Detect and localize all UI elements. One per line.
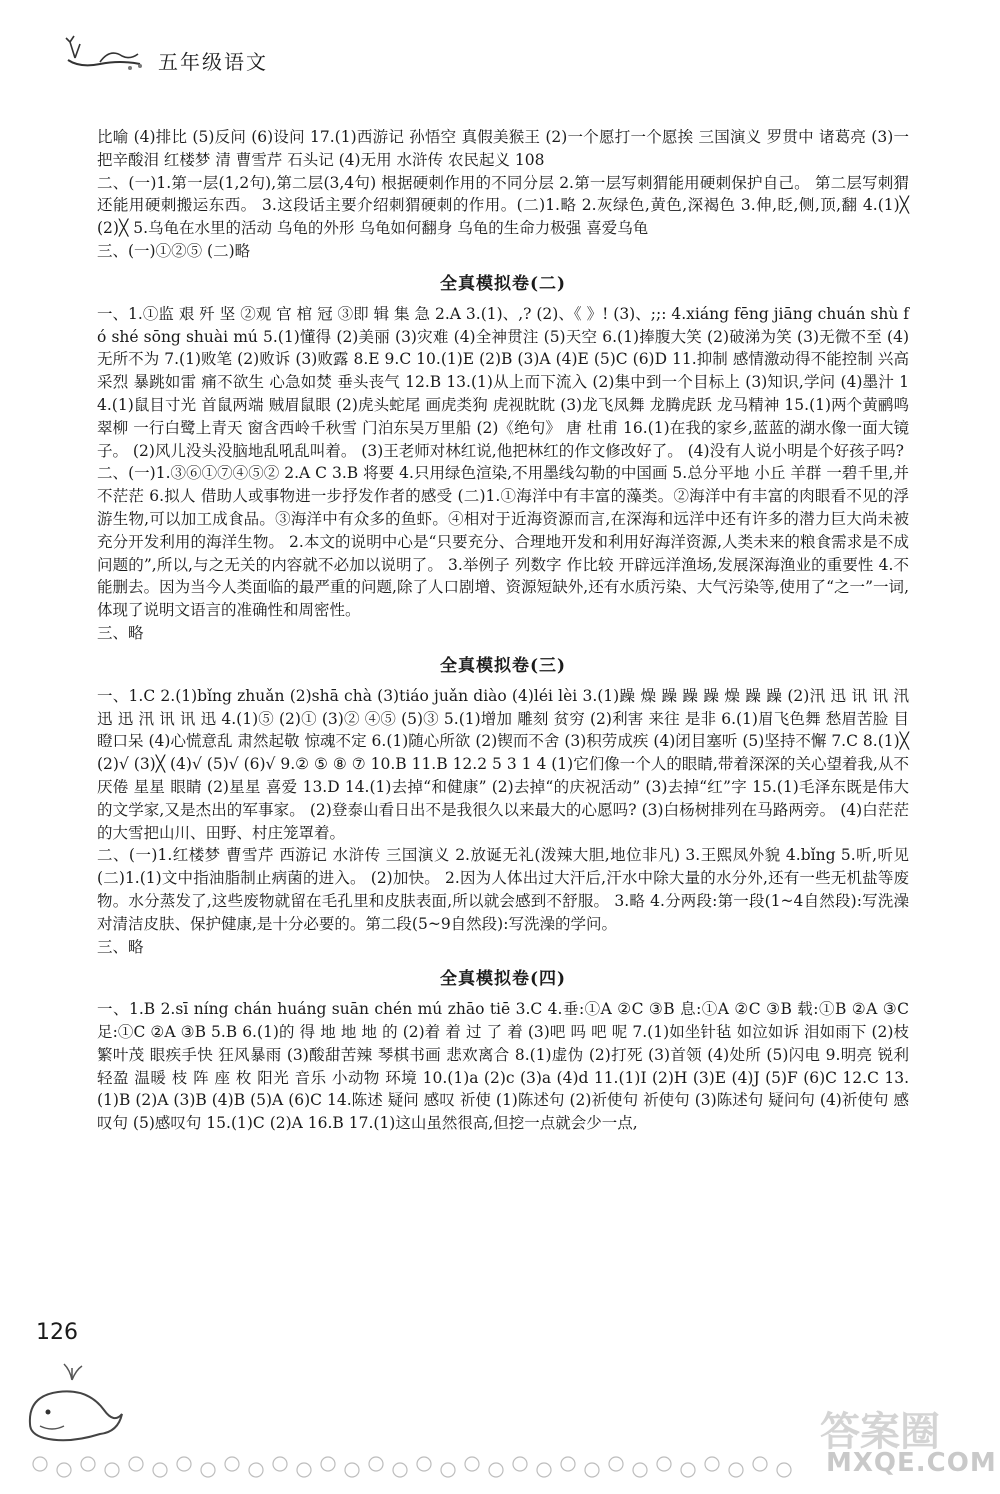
answer-paragraph: 三、略 xyxy=(97,937,144,956)
footer-dot xyxy=(537,1463,551,1477)
section-title: 全真模拟卷(三) xyxy=(439,655,567,676)
footer-dot xyxy=(273,1457,287,1471)
answer-paragraph: 一、1.B 2.sī níng chán huáng suān chén mú zhāo tiē 3.C 4.垂:①A ②C ③B 息:①A ②C ③B 载:①B ②A ③C 足:①C ②A ③B 5.B 6.(1)的 得 地 地 地 的 (2)着 着 过 了 着 (3)吧 吗 吧 呢 7.(1)如坐针毡 如泣如诉 泪如雨下 (2)枝繁叶茂 眼疾手快 狂风暴雨 (3)酸甜苦辣 琴棋书画 悲欢离合 8.(1)虚伪 (2)打死 (3)首领 (4)处所 (5)闪电 9.明亮 锐利 轻盈 温暖 枝 阵 座 枚 阳光 音乐 小动物 环境 10.(1)a (2)c (3)a (4)d 11.(1)I (2)H (3)E (4)J (5)F (6)C 12.C 13.(1)B (2)A (3)B (4)B (5)A (6)C 14.陈述 疑问 感叹 祈使 (1)陈述句 (2)祈使句 祈使句 (3)陈述句 疑问句 (4)祈使句 感叹句 (5)感叹句 15.(1)C (2)A 16.B 17.(1)这山虽然很高,但挖一点就会少一点, xyxy=(97,1000,909,1133)
answer-paragraph: 三、(一)①②⑤ (二)略 xyxy=(97,241,251,260)
reindeer-sleigh-decoration xyxy=(60,30,160,80)
footer-dot xyxy=(513,1457,527,1471)
footer-dot xyxy=(81,1457,95,1471)
footer-dot xyxy=(177,1457,191,1471)
page-number: 126 xyxy=(36,1320,78,1345)
footer-dot xyxy=(609,1457,623,1471)
answer-paragraph: 二、(一)1.红楼梦 曹雪芹 西游记 水浒传 三国演义 2.放诞无礼(泼辣大胆,地位非凡) 3.王熙凤外貌 4.bǐng 5.听,听见 (二)1.(1)文中指油脂制止病菌的进入。 (2)加快。 2.因为人体出过大汗后,汗水中除大量的水分外,还有一些无机盐等废物。水分蒸发了,这些废物就留在毛孔里和皮肤表面,所以就会感到不舒服。 3.略 4.分两段:第一段(1~4自然段):写洗澡对清洁皮肤、保护健康,是十分必要的。第二段(5~9自然段):写洗澡的学问。 xyxy=(97,846,909,933)
answer-paragraph: 比喻 (4)排比 (5)反问 (6)设问 17.(1)西游记 孙悟空 真假美猴王 (2)一个愿打一个愿挨 三国演义 罗贯中 诸葛亮 (3)一把辛酸泪 红楼梦 清 曹雪芹 石头记 (4)无用 水浒传 农民起义 108 xyxy=(97,128,909,169)
book-title: 五年级语文 xyxy=(158,50,268,74)
answer-paragraph: 一、1.①监 艰 歼 坚 ②观 官 棺 冠 ③即 辑 集 急 2.A 3.(1)、,? (2)、《 》! (3)、;;: 4.xiáng fēng jiāng chuán shù fó shé sōng shuài mú 5.(1)懂得 (2)美丽 (3)灾难 (4)全神贯注 (5)天空 6.(1)捧腹大笑 (2)破涕为笑 (3)无微不至 (4)无所不为 7.(1)败笔 (2)败诉 (3)败露 8.E 9.C 10.(1)E (2)B (3)A (4)E (5)C (6)D 11.抑制 感情激动得不能控制 兴高采烈 暴跳如雷 痛不欲生 心急如焚 垂头丧气 12.B 13.(1)从上而下流入 (2)集中到一个目标上 (3)知识,学问 (4)墨汁 14.(1)鼠目寸光 首鼠两端 贼眉鼠眼 (2)虎头蛇尾 画虎类狗 虎视眈眈 (3)龙飞凤舞 龙腾虎跃 龙马精神 15.(1)两个黄鹂鸣翠柳 一行白鹭上青天 窗含西岭千秋雪 门泊东吴万里船 (2)《绝句》 唐 杜甫 16.(1)在我的家乡,蓝蓝的湖水像一面大镜子。 (2)风儿没头没脑地乱吼乱叫着。 (3)王老师对林红说,他把林红的作文修改好了。 (4)没有人说小明是个好孩子吗? xyxy=(97,304,909,460)
watermark-main-text: 答案圈 xyxy=(820,1409,940,1455)
whale-illustration xyxy=(18,1340,128,1450)
watermark-logo xyxy=(808,1400,998,1490)
footer-dot xyxy=(561,1457,575,1471)
footer-dot xyxy=(705,1457,719,1471)
answer-paragraph: 一、1.C 2.(1)bǐng zhuǎn (2)shā chà (3)tiáo juǎn diào (4)léi lèi 3.(1)躁 燥 躁 躁 躁 燥 躁 躁 (2)汛 迅 讯 讯 汛 迅 迅 汛 讯 讯 迅 4.(1)⑤ (2)① (3)② ④⑤ (5)③ 5.(1)增加 雕刻 贫穷 (2)利害 来往 是非 6.(1)眉飞色舞 愁眉苦脸 目瞪口呆 (4)心慌意乱 肃然起敬 惊魂不定 6.(1)随心所欲 (2)锲而不舍 (3)积劳成疾 (4)闭目塞听 (5)坚持不懈 7.C 8.(1)╳ (2)√ (3)╳ (4)√ (5)√ (6)√ 9.② ⑤ ⑧ ⑦ 10.B 11.B 12.2 5 3 1 4 (1)它们像一个人的眼睛,带着深深的关心望着我,从不厌倦 星星 眼睛 (2)星星 喜爱 13.D 14.(1)去掉“和健康” (2)去掉“的庆祝活动” (3)去掉“红”字 15.(1)毛泽东既是伟大的文学家,又是杰出的军事家。 (2)登泰山看日出不是我很久以来最大的心愿吗? (3)白杨树排列在马路两旁。 (4)白茫茫的大雪把山川、田野、村庄笼罩着。 xyxy=(97,686,909,842)
footer-dot xyxy=(729,1463,743,1477)
footer-dot xyxy=(105,1463,119,1477)
footer-dot xyxy=(345,1463,359,1477)
footer-dot xyxy=(681,1463,695,1477)
footer-dot xyxy=(57,1463,71,1477)
footer-dot xyxy=(297,1463,311,1477)
footer-dot xyxy=(753,1457,767,1471)
footer-dot xyxy=(777,1463,791,1477)
footer-dot xyxy=(417,1457,431,1471)
footer-dot xyxy=(633,1463,647,1477)
answer-paragraph: 二、(一)1.③⑥①⑦④⑤② 2.A C 3.B 将要 4.只用绿色渲染,不用墨线勾勒的中国画 5.总分平地 小丘 羊群 一碧千里,并不茫茫 6.拟人 借助人或事物进一步抒发作者的感受 (二)1.①海洋中有丰富的藻类。②海洋中有丰富的肉眼看不见的浮游生物,可以加工成食品。③海洋中有众多的鱼虾。④相对于近海资源而言,在深海和远洋中还有许多的潜力巨大尚未被充分开发利用的海洋生物。 2.本文的说明中心是“只要充分、合理地开发和利用好海洋资源,人类未来的粮食需求是不成问题的”,所以,与之无关的内容就不必加以说明了。 3.举例子 列数字 作比较 开辟远洋渔场,发展深海渔业的重要性 4.不能删去。因为当今人类面临的最严重的问题,除了人口剧增、资源短缺外,还有水质污染、大气污染等,使用了“之一”一词,体现了说明文语言的准确性和周密性。 xyxy=(97,464,909,620)
footer-dot xyxy=(153,1463,167,1477)
watermark-url-text: MXQE.COM xyxy=(826,1448,997,1478)
section-title: 全真模拟卷(四) xyxy=(439,969,567,990)
footer-dot xyxy=(321,1457,335,1471)
page-header xyxy=(60,30,360,90)
footer-dot xyxy=(465,1457,479,1471)
footer-dot xyxy=(441,1463,455,1477)
footer-dot xyxy=(33,1457,47,1471)
footer-dot xyxy=(225,1457,239,1471)
footer-dot xyxy=(129,1457,143,1471)
answer-paragraph: 二、(一)1.第一层(1,2句),第二层(3,4句) 根据硬刺作用的不同分层 2.第一层写刺猬能用硬刺保护自己。 第二层写刺猬还能用硬刺搬运东西。 3.这段话主要介绍刺猬硬刺的作用。(二)1.略 2.灰绿色,黄色,深褐色 3.伸,眨,侧,顶,翻 4.(1)╳ (2)╳ 5.乌龟在水里的活动 乌龟的外形 乌龟如何翻身 乌龟的生命力极强 喜爱乌龟 xyxy=(97,173,909,238)
footer-dot xyxy=(369,1457,383,1471)
footer-dot xyxy=(249,1463,263,1477)
answer-content xyxy=(97,126,909,1135)
footer-dot xyxy=(657,1457,671,1471)
footer-dot xyxy=(489,1463,503,1477)
footer-dot xyxy=(393,1463,407,1477)
footer-dot xyxy=(585,1463,599,1477)
answer-paragraph: 三、略 xyxy=(97,623,144,642)
section-title: 全真模拟卷(二) xyxy=(439,273,567,294)
footer-dot xyxy=(201,1463,215,1477)
